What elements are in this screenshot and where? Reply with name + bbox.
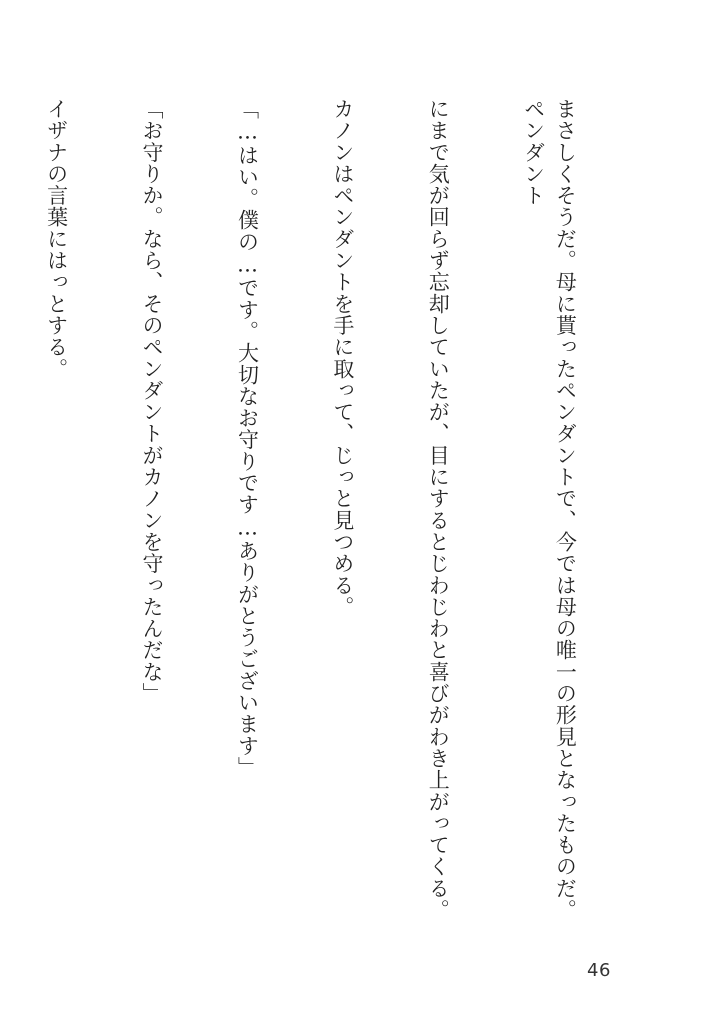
page-number: 46 [587, 960, 611, 981]
text-line: イザナの言葉にはっとする。 [44, 98, 69, 380]
text-line: 「お守りか。なら、そのペンダントがカノンを守ったんだな」 [140, 98, 165, 705]
text-line: にまで気が回らず忘却していたが、目にするとじわじわと喜びがわき上がってくる。 [426, 98, 451, 921]
text-line: まさしくそうだ。母に貰ったペンダントで、今では母の唯一の形見となったものだ。ペンダント [521, 98, 578, 921]
text-line: カノンはペンダントを手に取って、じっと見つめる。 [330, 98, 355, 618]
vertical-text-body [0, 98, 644, 928]
text-line: 「…はい。僕の…です。大切なお守りです…ありがとうございます」 [235, 98, 260, 779]
